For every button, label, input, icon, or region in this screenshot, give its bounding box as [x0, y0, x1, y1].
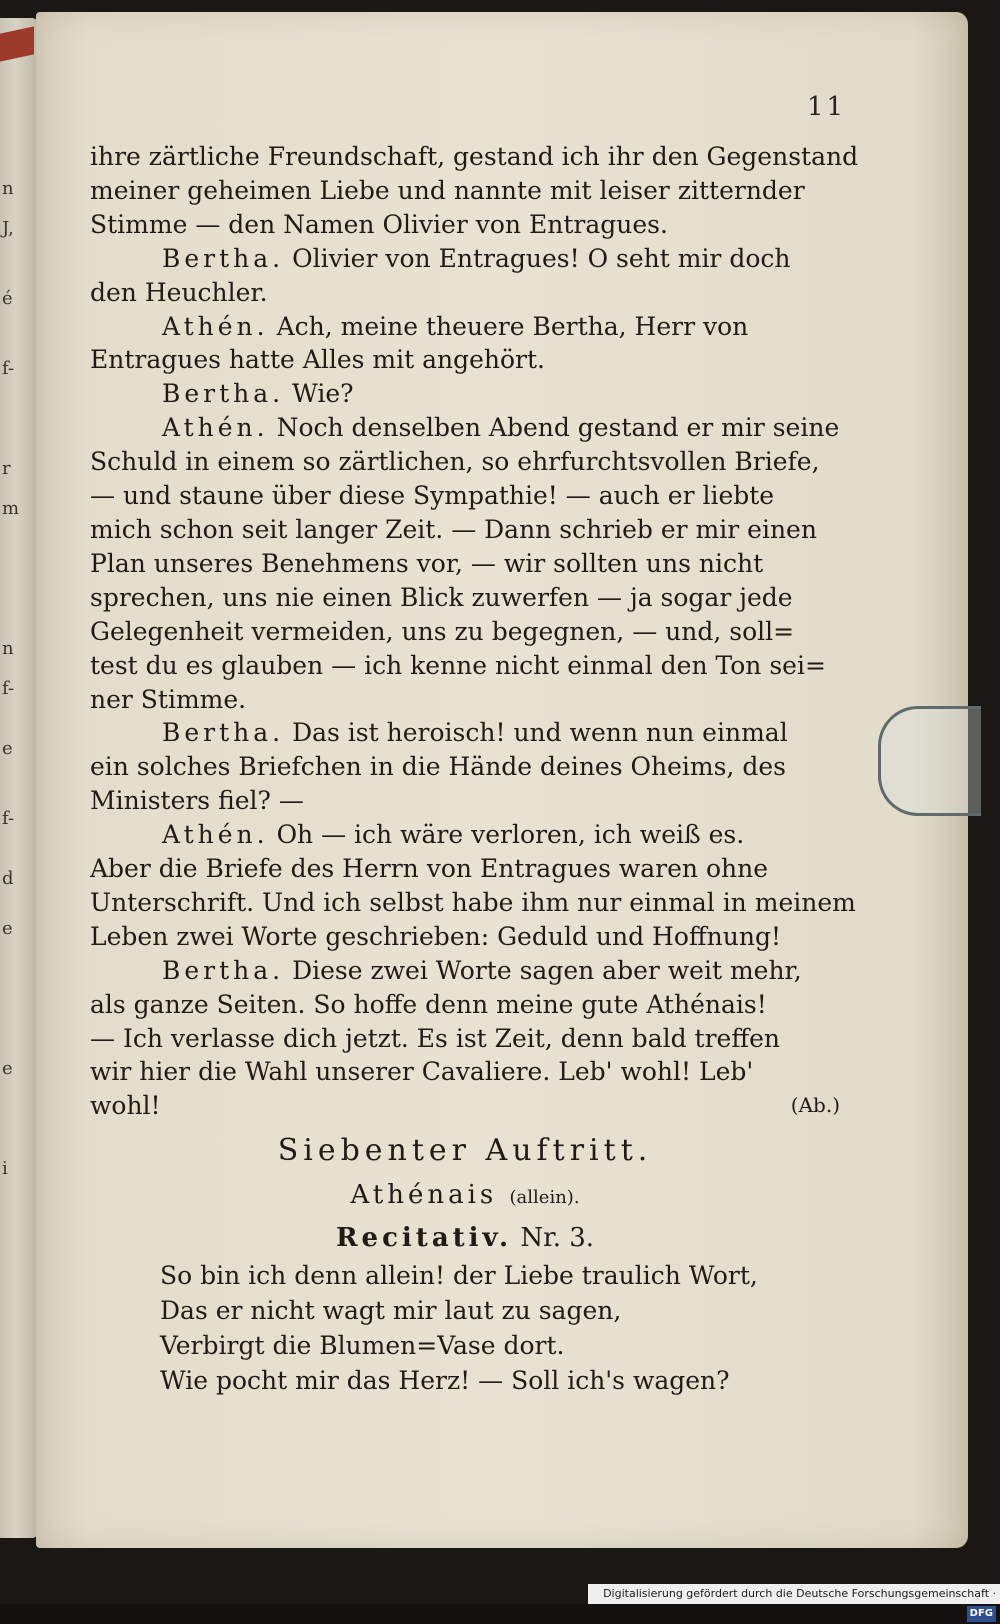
text-line — [90, 242, 840, 276]
text-line — [90, 479, 840, 513]
text-line — [90, 1022, 840, 1056]
line-text: sprechen, uns nie einen Blick zuwerfen — ja sogar jede — [90, 582, 793, 612]
line-text: — Ich verlasse dich jetzt. Es ist Zeit, denn bald treffen — [90, 1023, 780, 1053]
edge-letter: i — [2, 1158, 8, 1179]
edge-letter: f- — [2, 678, 15, 699]
page-clip — [878, 706, 981, 816]
edge-letter: e — [2, 1058, 13, 1079]
line-text: Ministers fiel? — — [90, 786, 304, 816]
text-line — [90, 445, 840, 479]
text-line — [90, 886, 856, 920]
edge-letter: n — [2, 638, 14, 659]
recitative-heading — [90, 1218, 840, 1258]
line-text: Gelegenheit vermeiden, uns zu begegnen, — und, soll= — [90, 616, 795, 646]
paragraph — [90, 411, 840, 716]
recitative-number: Nr. 3. — [520, 1223, 595, 1254]
page-number: 11 — [807, 92, 847, 122]
line-text: ner Stimme. — [90, 684, 247, 714]
line-text: Entragues hatte Alles mit angehört. — [90, 345, 545, 375]
edge-letter: d — [2, 868, 14, 889]
line-text: ein solches Briefchen in die Hände deines Oheims, des — [90, 752, 786, 782]
line-text: wir hier die Wahl unserer Cavaliere. Leb' wohl! Leb' — [90, 1057, 754, 1087]
speaker-name: Bertha. — [162, 718, 285, 748]
text-line — [90, 649, 840, 683]
speaker-name: Bertha. — [162, 955, 285, 985]
dfg-logo: DFG — [967, 1606, 996, 1622]
text-line — [90, 818, 840, 852]
edge-letter: J, — [2, 218, 14, 239]
text-line — [90, 377, 840, 411]
text-line — [90, 852, 840, 886]
scene-title: Siebenter Auftritt. — [277, 1133, 653, 1169]
text-line — [90, 1089, 840, 1123]
edge-letter: r — [2, 458, 11, 479]
speaker-name: Bertha. — [162, 379, 285, 409]
speaker-name: Athén. — [162, 311, 269, 341]
page-text — [90, 140, 859, 1398]
line-text: den Heuchler. — [90, 277, 268, 307]
text-line — [90, 208, 840, 242]
text-line — [90, 716, 840, 750]
edge-letter: f- — [2, 358, 15, 379]
verse-line: Verbirgt die Blumen=Vase dort. — [160, 1331, 565, 1361]
line-text: Leben zwei Worte geschrieben: Geduld und Hoffnung! — [90, 921, 782, 951]
text-line — [90, 310, 840, 344]
paragraph — [90, 242, 840, 310]
scene-character — [90, 1175, 840, 1218]
text-line — [90, 276, 840, 310]
line-text: Plan unseres Benehmens vor, — wir sollten uns nicht — [90, 548, 764, 578]
paragraph — [90, 818, 856, 954]
character-note: (allein). — [509, 1187, 580, 1209]
line-text: Stimme — den Namen Olivier von Entragues. — [90, 209, 668, 239]
line-text: Ach, meine theuere Bertha, Herr von — [276, 311, 749, 341]
line-text: Olivier von Entragues! O seht mir doch — [292, 243, 791, 273]
text-line — [90, 988, 840, 1022]
line-text: meiner geheimen Liebe und nannte mit leiser zitternder — [90, 175, 805, 205]
edge-letter: é — [2, 288, 13, 309]
speaker-name: Bertha. — [162, 243, 285, 273]
line-text: wohl! — [90, 1091, 161, 1121]
line-text: test du es glauben — ich kenne nicht einmal den Ton sei= — [90, 650, 826, 680]
line-text: Aber die Briefe des Herrn von Entragues waren ohne — [90, 854, 769, 884]
line-text: Diese zwei Worte sagen aber weit mehr, — [292, 955, 802, 985]
paragraph — [90, 140, 859, 242]
paragraph — [90, 954, 840, 1124]
stage-direction: (Ab.) — [790, 1093, 840, 1118]
text-line — [90, 343, 840, 377]
text-line — [90, 411, 840, 445]
text-line — [90, 784, 840, 818]
line-text: als ganze Seiten. So hoffe denn meine gute Athénais! — [90, 989, 767, 1019]
speaker-name: Athén. — [162, 820, 269, 850]
line-text: Wie? — [292, 379, 354, 409]
adjacent-page-edge — [0, 18, 38, 1538]
edge-letter: n — [2, 178, 14, 199]
footer-credit: Digitalisierung gefördert durch die Deutsche Forschungsgemeinschaft · — [603, 1587, 996, 1600]
text-line — [90, 750, 840, 784]
line-text: Das ist heroisch! und wenn nun einmal — [292, 718, 788, 748]
text-line — [90, 581, 840, 615]
recitative-label: Recitativ. — [335, 1223, 513, 1254]
edge-letter: e — [2, 738, 13, 759]
line-text: Noch denselben Abend gestand er mir seine — [276, 413, 840, 443]
edge-letter: e — [2, 918, 13, 939]
verse-line: Das er nicht wagt mir laut zu sagen, — [160, 1296, 622, 1326]
verse-line: So bin ich denn allein! der Liebe traulich Wort, — [160, 1261, 758, 1291]
line-text: Oh — ich wäre verloren, ich weiß es. — [276, 820, 745, 850]
verse-line: Wie pocht mir das Herz! — Soll ich's wagen? — [160, 1366, 730, 1396]
line-text: — und staune über diese Sympathie! — auch er liebte — [90, 481, 775, 511]
paragraph — [90, 377, 840, 411]
edge-letter: m — [2, 498, 20, 519]
adjacent-page-fragments — [0, 18, 38, 1538]
line-text: Schuld in einem so zärtlichen, so ehrfurchtsvollen Briefe, — [90, 447, 820, 477]
edge-letter: f- — [2, 808, 15, 829]
character-name: Athénais — [350, 1180, 498, 1211]
line-text: mich schon seit langer Zeit. — Dann schrieb er mir einen — [90, 514, 817, 544]
text-line — [90, 140, 859, 174]
paragraph — [90, 310, 840, 378]
text-line — [90, 920, 840, 954]
text-line — [90, 174, 840, 208]
text-line — [90, 954, 840, 988]
digitization-footer — [588, 1584, 1000, 1619]
text-line — [90, 1055, 840, 1089]
text-line — [90, 547, 840, 581]
text-line — [90, 615, 840, 649]
line-text: ihre zärtliche Freundschaft, gestand ich ihr den Gegenstand — [90, 142, 859, 171]
text-line — [90, 683, 840, 717]
line-text: Unterschrift. Und ich selbst habe ihm nur einmal in meinem — [90, 887, 856, 917]
paragraph — [90, 716, 840, 818]
speaker-name: Athén. — [162, 413, 269, 443]
text-line — [90, 513, 840, 547]
